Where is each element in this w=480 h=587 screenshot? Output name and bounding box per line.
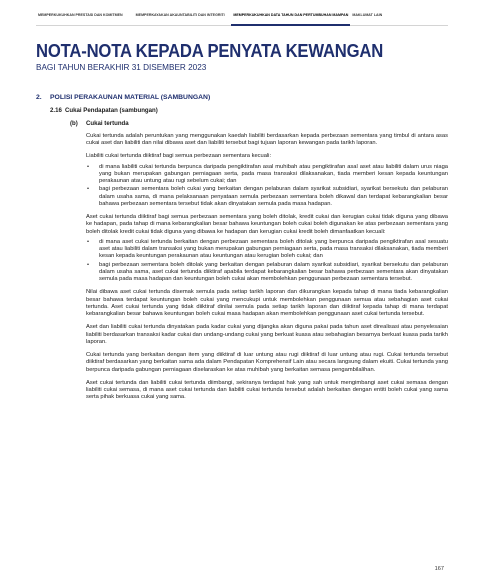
bullet-icon: • [87, 238, 90, 245]
subsection-title: Cukai Pendapatan (sambungan) [65, 107, 158, 115]
section-number: 2. [36, 94, 42, 101]
main-content [36, 94, 448, 402]
list-item-text: di mana liabiliti cukai tertunda berpunca daripada pengiktirafan asal muhibah atau pengiktirafan asal aset atau liabiliti dalam urus niaga yang bukan merupakan gabungan perniagaan serta, pada masa transaksi dilaksanakan, tiada memberi kesan kepada keuntungan perakaunan atau untung atau rugi sebelum cukai; dan [99, 163, 448, 184]
item-number: (b) [70, 119, 78, 127]
list-item [86, 262, 448, 284]
bullet-icon: • [87, 163, 90, 170]
subsection-number: 2.16 [50, 107, 62, 115]
list-item [86, 186, 448, 208]
paragraph: Liabiliti cukai tertunda diiktiraf bagi semua perbezaan sementara kecuali: [86, 153, 272, 160]
paragraph: Aset dan liabiliti cukai tertunda dinyatakan pada kadar cukai yang dijangka akan diguna pakai pada tahun aset direalisasi atau penyelesaian liabiliti berdasarkan transaksi kadar cukai dan undang-undang cukai yang berkuat kuasa atau sebahagian besarnya berkuat kuasa pada tarikh laporan. [86, 324, 448, 345]
nav-tab-prestasi[interactable]: MEMPERKUKUHKAN PRESTASI DAN KOMITMEN [36, 6, 134, 26]
paragraph: Cukai tertunda adalah peruntukan yang menggunakan kaedah liabiliti berdasarkan kepada perbezaan sementara yang timbul di antara asas cukai aset dan liabiliti dan nilai dibawa aset dan liabiliti tersebut bagi tujuan laporan kewangan pada tarikh laporan. [86, 132, 448, 146]
section-title: POLISI PERAKAUNAN MATERIAL (SAMBUNGAN) [50, 94, 211, 101]
paragraph: Cukai tertunda yang berkaitan dengan item yang diiktiraf di luar untung atau rugi diiktiraf di luar untung atau rugi. Cukai tertunda tersebut diiktiraf berdasarkan yang berkaitan sama ada dalam Pendapatan Komprehensif Lain atau secara langsung dalam ekuiti. Cukai tertunda yang berpunca daripada gabungan perniagaan diselaraskan ke atas muhibah yang berkaitan semasa pengambilalihan. [86, 352, 448, 373]
nav-tab-akauntabiliti[interactable]: MEMPERKAYAKAN AKAUNTABILITI DAN INTEGRITI [134, 6, 232, 26]
bullet-list [86, 239, 448, 284]
nav-tab-maklumat-lain[interactable]: MAKLUMAT LAIN [350, 6, 448, 26]
page-number: 167 [434, 566, 444, 572]
paragraph: Aset cukai tertunda diiktiraf bagi semua perbezaan sementara yang boleh ditolak, kredit cukai dan kerugian cukai tidak diguna yang dibawa ke hadapan, pada tahap di mana kebarangkalian besar bahawa keuntungan boleh cukai boleh digunakan ke atas perbezaan sementara yang boleh ditolak kredit cukai tidak diguna yang dibawa ke hadapan dan kerugian cukai kredit boleh dimanfaatkan kecuali: [86, 214, 448, 235]
item-title: Cukai tertunda [86, 119, 129, 127]
item-body [36, 133, 448, 402]
bullet-icon: • [87, 261, 90, 268]
subsection-heading [36, 107, 448, 114]
list-item-text: di mana aset cukai tertunda berkaitan dengan perbezaan sementara boleh ditolak yang berpunca daripada pengiktirafan asal sesuatu aset atau liabiliti dalam transaksi yang bukan merupakan gabungan perniagaan serta, pada masa transaksi dilaksanakan, tiada memberi kesan kepada keuntungan perakaunan atau keuntungan atau kerugian boleh cukai; dan [99, 238, 448, 260]
bullet-icon: • [87, 186, 90, 193]
section-heading [36, 94, 448, 101]
list-item [86, 239, 448, 261]
bullet-list [86, 164, 448, 209]
paragraph: Nilai dibawa aset cukai tertunda disemak semula pada setiap tarikh laporan dan dikurangkan kepada tahap di mana tiada kebarangkalian besar bahawa terdapat keuntungan boleh cukai yang mencukupi untuk membolehkan penggunaan semua atau sebahagian aset cukai tertunda. Aset cukai tertunda yang tidak diiktiraf dinilai semula pada setiap tarikh laporan dan diiktiraf kepada tahap di mana terdapat kebarangkalian besar bahawa keuntungan boleh cukai masa hadapan akan membolehkan penggunaan aset cukai tertunda tersebut. [86, 289, 448, 317]
nav-tab-data-tahun[interactable]: MEMPERKUKUHKAN DATA TAHUN DAN PERTUMBUHAN MAMPAN [231, 6, 350, 26]
page-title: NOTA-NOTA KEPADA PENYATA KEWANGAN [36, 40, 384, 61]
list-item [86, 164, 448, 186]
top-navigation [36, 6, 448, 26]
list-item-text: bagi perbezaan sementara boleh cukai yang berkaitan dengan pelaburan dalam syarikat subsidiari, syarikat bersekutu dan pelaburan dalam usaha sama, di mana pelaksanaan penyataan semula perbezaan sementara boleh dikawal dan terdapat kebarangkalian besar bahawa perbezaan sementara tersebut tidak akan dinyatakan semula pada masa hadapan. [99, 186, 448, 207]
paragraph: Aset cukai tertunda dan liabiliti cukai tertunda diimbangi, sekiranya terdapat hak yang sah untuk mengimbangi aset cukai semasa dengan liabiliti cukai semasa, di mana aset cukai tertunda dan liabiliti cukai tertunda tersebut adalah berkaitan dengan entiti boleh cukai yang sama serta pihak berkuasa cukai yang sama. [86, 379, 448, 401]
list-item-text: bagi perbezaan sementara boleh ditolak yang berkaitan dengan pelaburan dalam syarikat subsidiari, syarikat bersekutu dan pelaburan dalam usaha sama, aset cukai tertunda diiktiraf apabila terdapat kebarangkalian besar bahawa perbezaan sementara akan dinyatakan semula pada masa hadapan dan keuntungan boleh cukai akan membolehkan penggunaan perbezaan sementara tersebut. [99, 261, 448, 282]
page-subtitle: BAGI TAHUN BERAKHIR 31 DISEMBER 2023 [36, 63, 207, 72]
item-heading [36, 120, 448, 127]
